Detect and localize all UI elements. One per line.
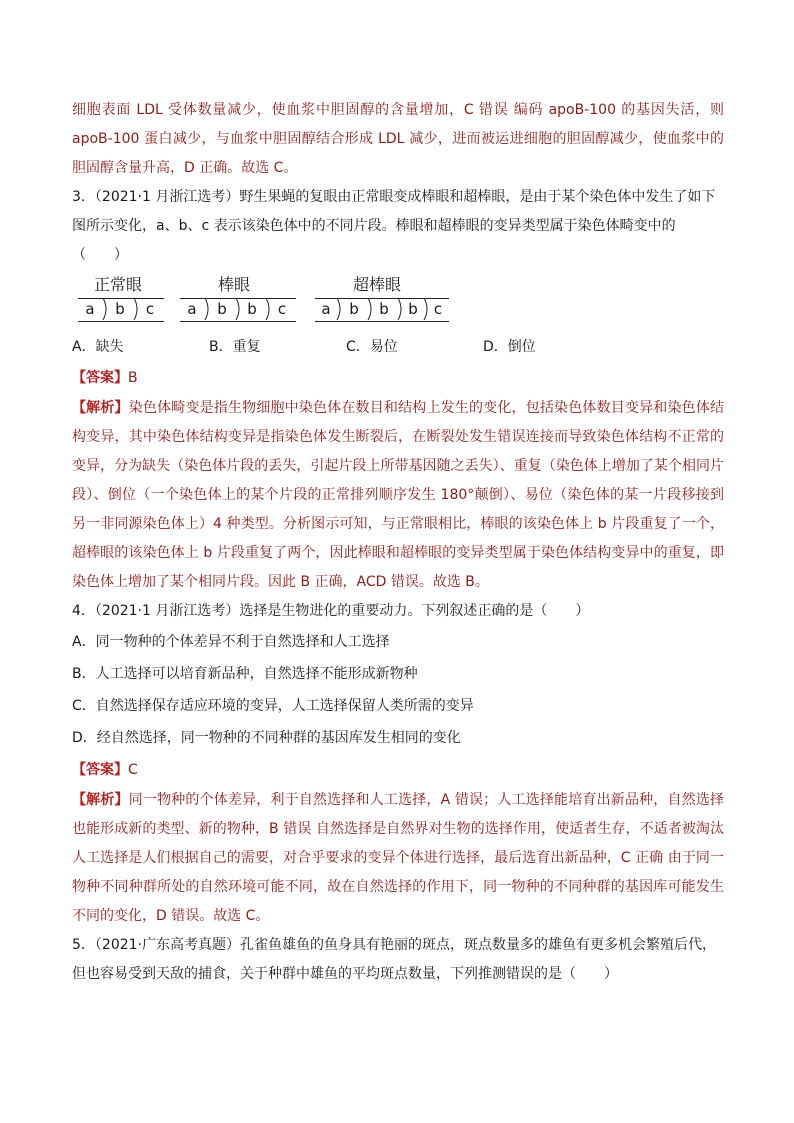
- analysis-label: 【解析】: [72, 792, 129, 808]
- previous-analysis-continuation: 细胞表面 LDL 受体数量减少，使血浆中胆固醇的含量增加，C 错误 编码 apoB-100 的基因失活，则 apoB-100 蛋白减少，与血浆中胆固醇结合形成 LDL 减少，进而被运进细胞的胆固醇减少，使血浆中的胆固醇含量升高，D 正确。故选 C。: [72, 102, 724, 176]
- bar-segment-a: a: [187, 300, 197, 318]
- super-segment-b1: b: [349, 300, 359, 318]
- normal-segment-b: b: [115, 300, 125, 318]
- question-3-stem: 3．（2021·1 月浙江选考）野生果蝇的复眼由正常眼变成棒眼和超棒眼，是由于某个染色体中发生了如下图所示变化，a、b、c 表示该染色体中的不同片段。棒眼和超棒眼的变异类型属于染色体畸变中的（ ）: [72, 189, 716, 263]
- document-page: [72, 96, 724, 989]
- q4-answer: [72, 754, 724, 786]
- bar-segment-c: c: [277, 300, 287, 318]
- bar-segment-b2: b: [247, 300, 257, 318]
- q3-answer: [72, 362, 724, 394]
- q3-option-b: B．重复: [209, 339, 261, 355]
- super-segment-b3: b: [408, 300, 418, 318]
- super-segment-b2: b: [379, 300, 389, 318]
- q4-option-d: D．经自然选择，同一物种的不同种群的基因库发生相同的变化: [72, 730, 461, 746]
- q4-option-a: A．同一物种的个体差异不利于自然选择和人工选择: [72, 634, 390, 650]
- analysis-text: 同一物种的个体差异，利于自然选择和人工选择，A 错误；人工选择能培育出新品种，自然选择也能形成新的类型、新的物种，B 错误 自然选择是自然界对生物的选择作用，使适者生存，不适者被淘汰 人工选择是人们根据自己的需要，对合乎要求的变异个体进行选择，最后选育出新品种，C 正确 由于同一物种不同种群所处的自然环境可能不同，故在自然选择的作用下，同一物种的不同种群的基因库可能发生不同的变化，D 错误。故选 C。: [72, 792, 725, 924]
- normal-segment-c: c: [145, 300, 155, 318]
- answer-value: C: [128, 762, 138, 778]
- analysis-label: 【解析】: [72, 400, 129, 416]
- q4-option-c: C．自然选择保存适应环境的变异，人工选择保留人类所需的变异: [72, 698, 474, 714]
- normal-eye-label: 正常眼: [94, 275, 143, 294]
- chromosome-figure: [72, 272, 724, 328]
- q3-analysis: [72, 394, 724, 597]
- answer-label: 【答案】: [72, 762, 128, 778]
- normal-segment-a: a: [85, 300, 95, 318]
- q3-option-a: A．缺失: [72, 339, 124, 355]
- answer-label: 【答案】: [72, 370, 128, 386]
- answer-value: B: [128, 370, 138, 386]
- bar-eye-label: 棒眼: [218, 275, 251, 294]
- bar-segment-b1: b: [217, 300, 227, 318]
- question-5-stem: 5．（2021·广东高考真题）孔雀鱼雄鱼的鱼身具有艳丽的斑点，斑点数量多的雄鱼有更多机会繁殖后代，但也容易受到天敌的捕食，关于种群中雄鱼的平均斑点数量，下列推测错误的是（ ）: [72, 937, 716, 982]
- q3-option-c: C．易位: [346, 339, 398, 355]
- q4-analysis: [72, 786, 724, 931]
- super-segment-a: a: [321, 300, 331, 318]
- q3-option-d: D．倒位: [483, 339, 536, 355]
- super-bar-eye-label: 超棒眼: [353, 275, 402, 294]
- question-3-options: [72, 332, 724, 362]
- super-segment-c: c: [433, 300, 443, 318]
- q4-option-b: B．人工选择可以培育新品种，自然选择不能形成新物种: [72, 666, 418, 682]
- analysis-text: 染色体畸变是指生物细胞中染色体在数目和结构上发生的变化，包括染色体数目变异和染色体结构变异，其中染色体结构变异是指染色体发生断裂后，在断裂处发生错误连接而导致染色体结构不正常的变异，分为缺失（染色体片段的丢失，引起片段上所带基因随之丢失）、重复（染色体上增加了某个相同片段）、倒位（一个染色体上的某个片段的正常排列顺序发生 180°颠倒）、易位（染色体的某一片段移接到另一非同源染色体上）4 种类型。分析图示可知，与正常眼相比，棒眼的该染色体上 b 片段重复了一个，超棒眼的该染色体上 b 片段重复了两个，因此棒眼和超棒眼的变异类型属于染色体结构变异中的重复，即染色体上增加了某个相同片段。因此 B 正确，ACD 错误。故选 B。: [72, 400, 725, 590]
- question-4-stem: 4．（2021·1 月浙江选考）选择是生物进化的重要动力。下列叙述正确的是（ ）: [72, 603, 590, 619]
